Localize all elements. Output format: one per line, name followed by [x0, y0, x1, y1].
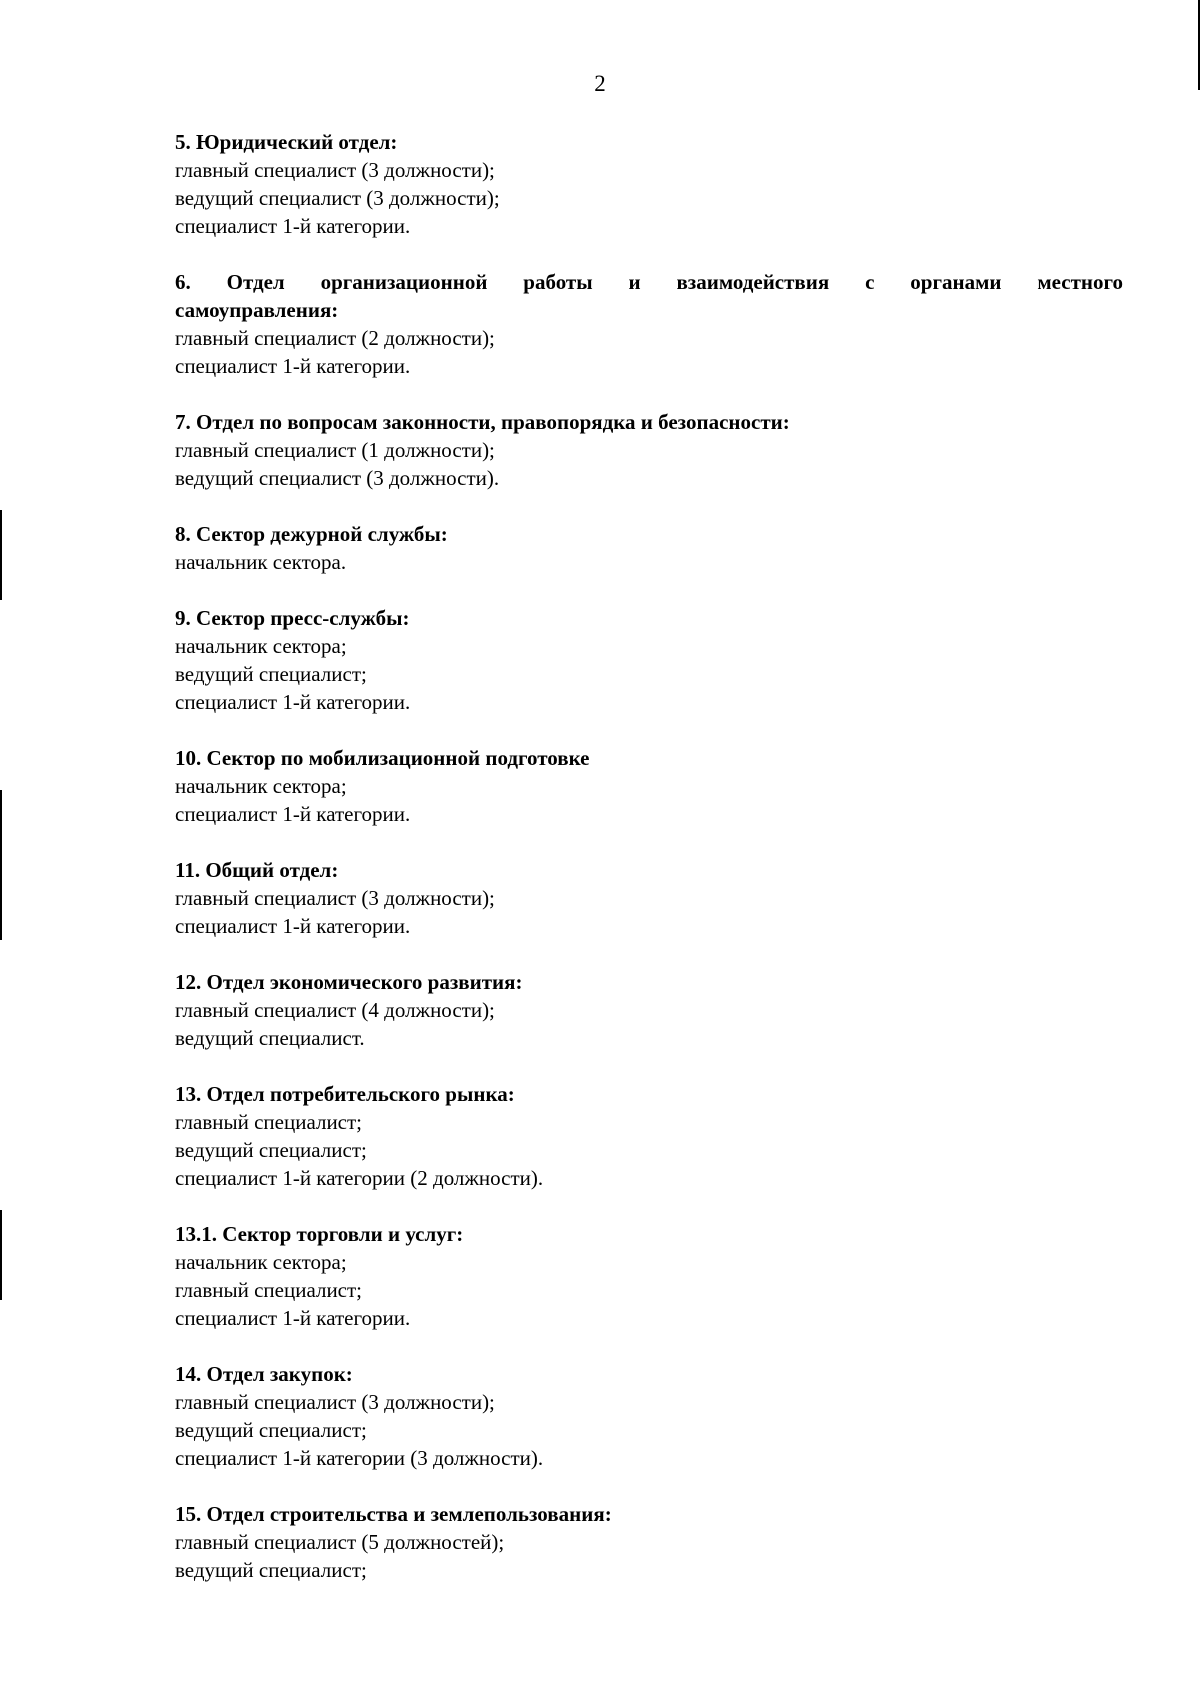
section-mobilization — [175, 744, 1123, 828]
position-line: ведущий специалист; — [175, 1418, 367, 1442]
section-title: 13.1. Сектор торговли и услуг: — [175, 1222, 464, 1246]
section-organizational-department — [175, 268, 1123, 380]
position-line: начальник сектора; — [175, 1250, 347, 1274]
position-line: специалист 1-й категории (2 должности). — [175, 1166, 544, 1190]
position-line: начальник сектора; — [175, 634, 347, 658]
position-line: ведущий специалист; — [175, 1138, 367, 1162]
position-line: начальник сектора; — [175, 774, 347, 798]
section-title: 12. Отдел экономического развития: — [175, 970, 523, 994]
section-trade-services — [175, 1220, 1123, 1332]
position-line: начальник сектора. — [175, 550, 347, 574]
section-title: 7. Отдел по вопросам законности, правопорядка и безопасности: — [175, 410, 790, 434]
section-press-service — [175, 604, 1123, 716]
scan-edge-mark-left — [0, 510, 2, 600]
position-line: главный специалист (3 должности); — [175, 1390, 495, 1414]
section-title: 11. Общий отдел: — [175, 858, 339, 882]
position-line: главный специалист (2 должности); — [175, 326, 495, 350]
position-line: главный специалист (4 должности); — [175, 998, 495, 1022]
section-title — [175, 268, 1123, 324]
position-line: главный специалист; — [175, 1278, 363, 1302]
section-general-department — [175, 856, 1123, 940]
position-line: специалист 1-й категории. — [175, 690, 411, 714]
position-line: ведущий специалист; — [175, 1558, 367, 1582]
position-line: ведущий специалист (3 должности); — [175, 186, 500, 210]
section-title: 8. Сектор дежурной службы: — [175, 522, 448, 546]
position-line: специалист 1-й категории. — [175, 354, 411, 378]
page-number: 2 — [594, 71, 606, 96]
scan-edge-mark-left — [0, 790, 2, 940]
document-body — [175, 128, 1123, 1612]
section-title: 14. Отдел закупок: — [175, 1362, 353, 1386]
position-line: специалист 1-й категории. — [175, 1306, 411, 1330]
position-line: ведущий специалист. — [175, 1026, 365, 1050]
scan-edge-mark-left — [0, 1210, 2, 1300]
position-line: специалист 1-й категории. — [175, 802, 411, 826]
section-title: 9. Сектор пресс-службы: — [175, 606, 410, 630]
position-line: главный специалист (1 должности); — [175, 438, 495, 462]
position-line: главный специалист (5 должностей); — [175, 1530, 505, 1554]
section-title-line-1: 6. Отдел организационной работы и взаимодействия с органами местного — [175, 270, 1123, 294]
section-economic-development — [175, 968, 1123, 1052]
position-line: главный специалист (3 должности); — [175, 886, 495, 910]
position-line: главный специалист; — [175, 1110, 363, 1134]
section-title: 5. Юридический отдел: — [175, 130, 398, 154]
position-line: специалист 1-й категории. — [175, 214, 411, 238]
section-consumer-market — [175, 1080, 1123, 1192]
position-line: специалист 1-й категории (3 должности). — [175, 1446, 544, 1470]
position-line: ведущий специалист (3 должности). — [175, 466, 500, 490]
section-title: 13. Отдел потребительского рынка: — [175, 1082, 515, 1106]
section-law-order-department — [175, 408, 1123, 492]
section-title: 15. Отдел строительства и землепользования: — [175, 1502, 612, 1526]
section-construction — [175, 1500, 1123, 1584]
section-duty-service — [175, 520, 1123, 576]
position-line: специалист 1-й категории. — [175, 914, 411, 938]
position-line: главный специалист (3 должности); — [175, 158, 495, 182]
position-line: ведущий специалист; — [175, 662, 367, 686]
section-legal-department — [175, 128, 1123, 240]
section-title-line-2: самоуправления: — [175, 298, 339, 322]
section-procurement — [175, 1360, 1123, 1472]
section-title: 10. Сектор по мобилизационной подготовке — [175, 746, 590, 770]
